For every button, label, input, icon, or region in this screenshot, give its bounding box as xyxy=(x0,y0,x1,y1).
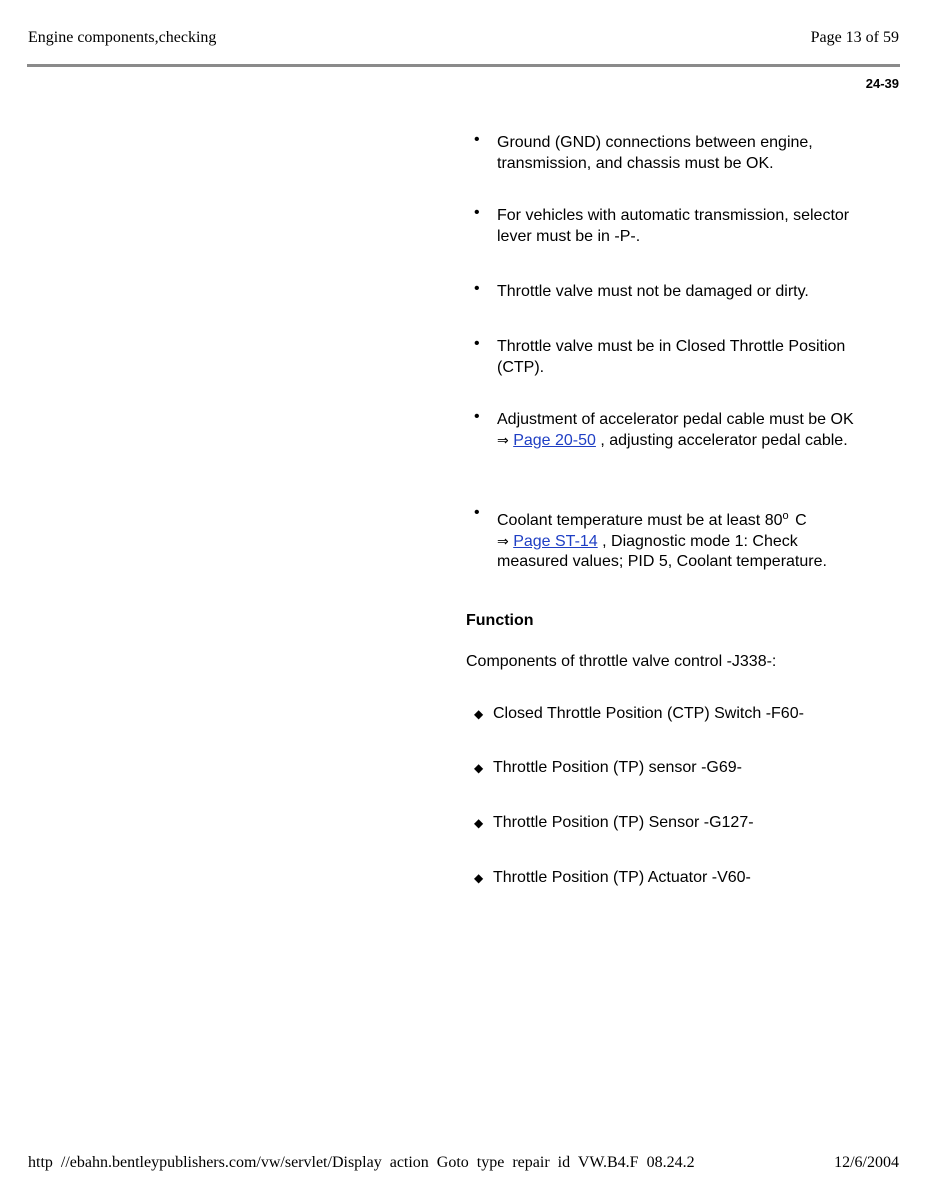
component-label: Throttle Position (TP) sensor -G69- xyxy=(493,759,742,776)
condition-item xyxy=(474,206,862,247)
condition-text-end: , Diagnostic mode 1: Check measured values; PID 5, Coolant temperature. xyxy=(497,532,827,570)
bullet-dot-icon: • xyxy=(474,204,480,221)
source-url: http //ebahn.bentleypublishers.com/vw/servlet/Display action Goto type repair id VW.B4.F 08.24.2 xyxy=(28,1154,695,1171)
diamond-bullet-icon: ◆ xyxy=(474,707,484,721)
condition-text xyxy=(497,410,862,451)
component-label: Throttle Position (TP) Sensor -G127- xyxy=(493,814,754,831)
header-divider xyxy=(27,64,900,67)
condition-text-end: , adjusting accelerator pedal cable. xyxy=(595,431,848,449)
document-title: Engine components,checking xyxy=(28,29,217,46)
condition-text: For vehicles with automatic transmission, selector lever must be in -P-. xyxy=(497,207,850,245)
condition-text-start: Coolant temperature must be at least 80 xyxy=(497,512,783,529)
function-heading: Function xyxy=(466,612,534,629)
condition-item xyxy=(474,410,862,451)
condition-item xyxy=(474,282,862,303)
print-date: 12/6/2004 xyxy=(834,1154,899,1171)
condition-text: Throttle valve must not be damaged or dirty. xyxy=(497,283,809,300)
diamond-bullet-icon: ◆ xyxy=(474,816,484,830)
diamond-bullet-icon: ◆ xyxy=(474,761,484,775)
condition-text: Ground (GND) connections between engine, transmission, and chassis must be OK. xyxy=(497,134,813,172)
right-arrow-icon: ⇒ xyxy=(497,432,509,449)
component-item xyxy=(474,868,751,888)
page-st-14-link[interactable]: Page ST-14 xyxy=(513,532,598,550)
condition-item xyxy=(474,506,862,573)
component-item xyxy=(474,704,804,724)
diamond-bullet-icon: ◆ xyxy=(474,871,484,885)
page-indicator: Page 13 of 59 xyxy=(810,29,899,46)
bullet-dot-icon: • xyxy=(474,504,480,521)
condition-item xyxy=(474,133,862,174)
temperature-unit: C xyxy=(790,512,807,529)
condition-text: Throttle valve must be in Closed Throttle Position (CTP). xyxy=(497,338,846,376)
page-20-50-link[interactable]: Page 20-50 xyxy=(513,431,596,449)
condition-item xyxy=(474,337,862,378)
component-item xyxy=(474,758,742,778)
right-arrow-icon: ⇒ xyxy=(497,533,509,550)
bullet-dot-icon: • xyxy=(474,335,480,352)
component-label: Throttle Position (TP) Actuator -V60- xyxy=(493,869,751,886)
section-number: 24-39 xyxy=(865,76,899,91)
degree-symbol: o xyxy=(782,510,789,522)
component-label: Closed Throttle Position (CTP) Switch -F60- xyxy=(493,705,804,722)
condition-text-start: Adjustment of accelerator pedal cable must be OK xyxy=(497,411,854,428)
components-intro: Components of throttle valve control -J338-: xyxy=(466,653,777,670)
bullet-dot-icon: • xyxy=(474,280,480,297)
condition-text xyxy=(497,506,862,573)
component-item xyxy=(474,813,754,833)
bullet-dot-icon: • xyxy=(474,131,480,148)
bullet-dot-icon: • xyxy=(474,408,480,425)
